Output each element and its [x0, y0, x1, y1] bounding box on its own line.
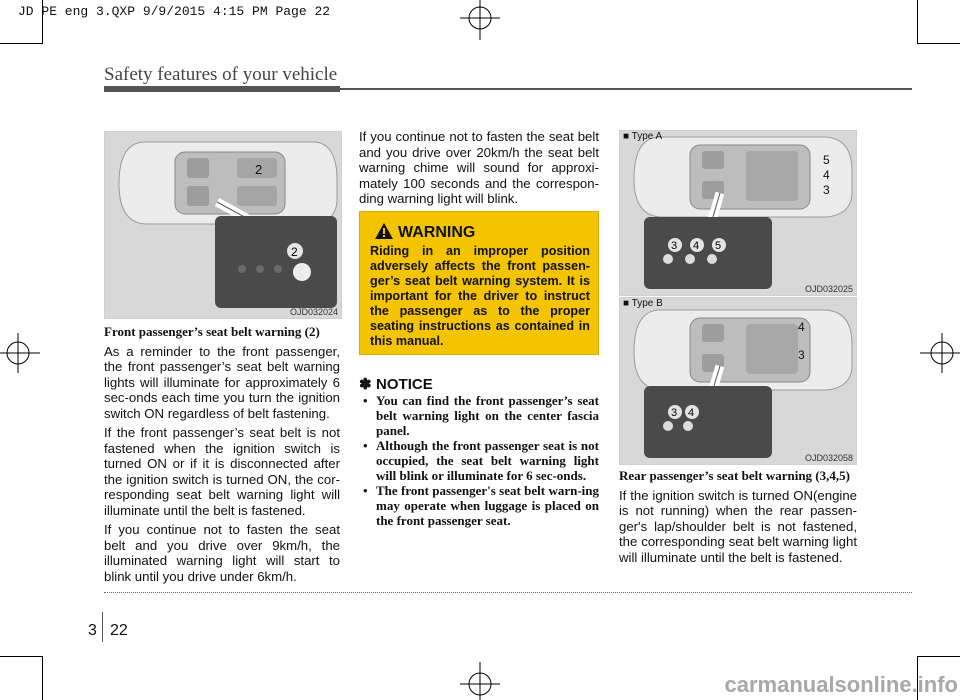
front-passenger-figure [104, 131, 342, 319]
paragraph: As a reminder to the front passenger, the front passenger’s seat belt warning lights will illuminate for approximately 6 sec-onds each time you turn the ignition switch ON regardless of belt fastening. [104, 343, 340, 421]
middle-intro: If you continue not to fasten the seat belt and you drive over 20km/h the seat belt warning chime will sound for approxi-mately 100 seconds and the correspon-ding warning light will blink. [359, 129, 599, 206]
watermark: carmanualsonline.info [724, 672, 958, 697]
registration-mark-right [920, 328, 960, 378]
right-column [619, 468, 857, 569]
paragraph: If the front passenger’s seat belt is not fastened when the ignition switch is turned ON or if it is disconnected after the ignition switch is turned ON, the cor-responding seat belt warning light will illuminate until the belt is fastened. [104, 425, 340, 518]
notice-list [359, 393, 599, 528]
crop-mark [0, 656, 42, 657]
paragraph: If the ignition switch is turned ON(engine is not running) when the rear passen-ger's lap/shoulder belt is not fastened, the corresponding seat belt warning light will illuminate until the belt is fastened. [619, 487, 857, 565]
warning-title: WARNING [398, 224, 476, 241]
seat-number-label: 4 [798, 320, 805, 334]
type-b-figure [619, 297, 857, 465]
car-illustration-type-b [620, 298, 856, 464]
seat-number-label: 3 [823, 183, 830, 197]
footer-rule [104, 592, 912, 593]
car-illustration-type-a [620, 131, 856, 295]
figure-code: OJD032025 [804, 284, 853, 294]
crop-mark [0, 43, 42, 44]
crop-mark [918, 656, 960, 657]
warning-box [359, 211, 599, 355]
svg-text:3: 3 [671, 407, 678, 419]
crop-mark [42, 656, 43, 700]
crop-mark [917, 0, 918, 44]
notice-title: NOTICE [376, 376, 433, 393]
front-passenger-heading: Front passenger’s seat belt warning (2) [104, 324, 320, 339]
type-b-label: ■ Type B [623, 298, 663, 309]
svg-text:4: 4 [693, 240, 700, 252]
section-title: Safety features of your vehicle [104, 64, 338, 85]
page-number: 22 [110, 622, 128, 639]
type-a-label: ■ Type A [623, 131, 663, 142]
notice-symbol: ✽ [359, 376, 372, 393]
svg-text:3: 3 [671, 240, 678, 252]
figure-code: OJD032024 [289, 307, 338, 317]
print-header: JD PE eng 3.QXP 9/9/2015 4:15 PM Page 22 [18, 4, 331, 19]
seat-number-label: 5 [823, 153, 830, 167]
registration-mark-top [455, 0, 505, 40]
notice-item: • The front passenger's seat belt warn-ing may operate when luggage is placed on the front passenger seat. [359, 483, 599, 528]
type-a-figure [619, 130, 857, 296]
seat-number-label: 2 [255, 162, 263, 177]
svg-text:2: 2 [291, 245, 298, 259]
crop-mark [918, 43, 960, 44]
registration-mark-left [0, 328, 40, 378]
title-bar [104, 86, 340, 92]
warning-triangle-icon [374, 222, 394, 240]
registration-mark-bottom [455, 662, 505, 700]
notice-item: • You can find the front passenger’s seat belt warning light on the center fascia panel. [359, 393, 599, 438]
svg-text:4: 4 [688, 407, 695, 419]
notice-heading [359, 375, 433, 394]
notice-item: • Although the front passenger seat is not occupied, the seat belt warning light will blink or illuminate for 6 sec-onds. [359, 438, 599, 483]
seat-number-label: 3 [798, 348, 805, 362]
chapter-number: 3 [88, 622, 97, 639]
left-column [104, 324, 340, 588]
paragraph: If you continue not to fasten the seat belt and you drive over 9km/h, the illuminated warning light will start to blink until you drive under 6km/h. [104, 522, 340, 584]
car-illustration [105, 132, 341, 318]
figure-code: OJD032058 [804, 453, 853, 463]
rear-passenger-heading: Rear passenger’s seat belt warning (3,4,5) [619, 468, 850, 483]
footer-divider [102, 612, 103, 642]
warning-text: Riding in an improper position adversely affects the front passen-ger’s seat belt warning system. It is important for the driver to instruct the passenger as to the proper seating instructions as contained in this manual. [370, 244, 590, 348]
seat-number-label: 4 [823, 168, 830, 182]
svg-text:5: 5 [715, 240, 722, 252]
